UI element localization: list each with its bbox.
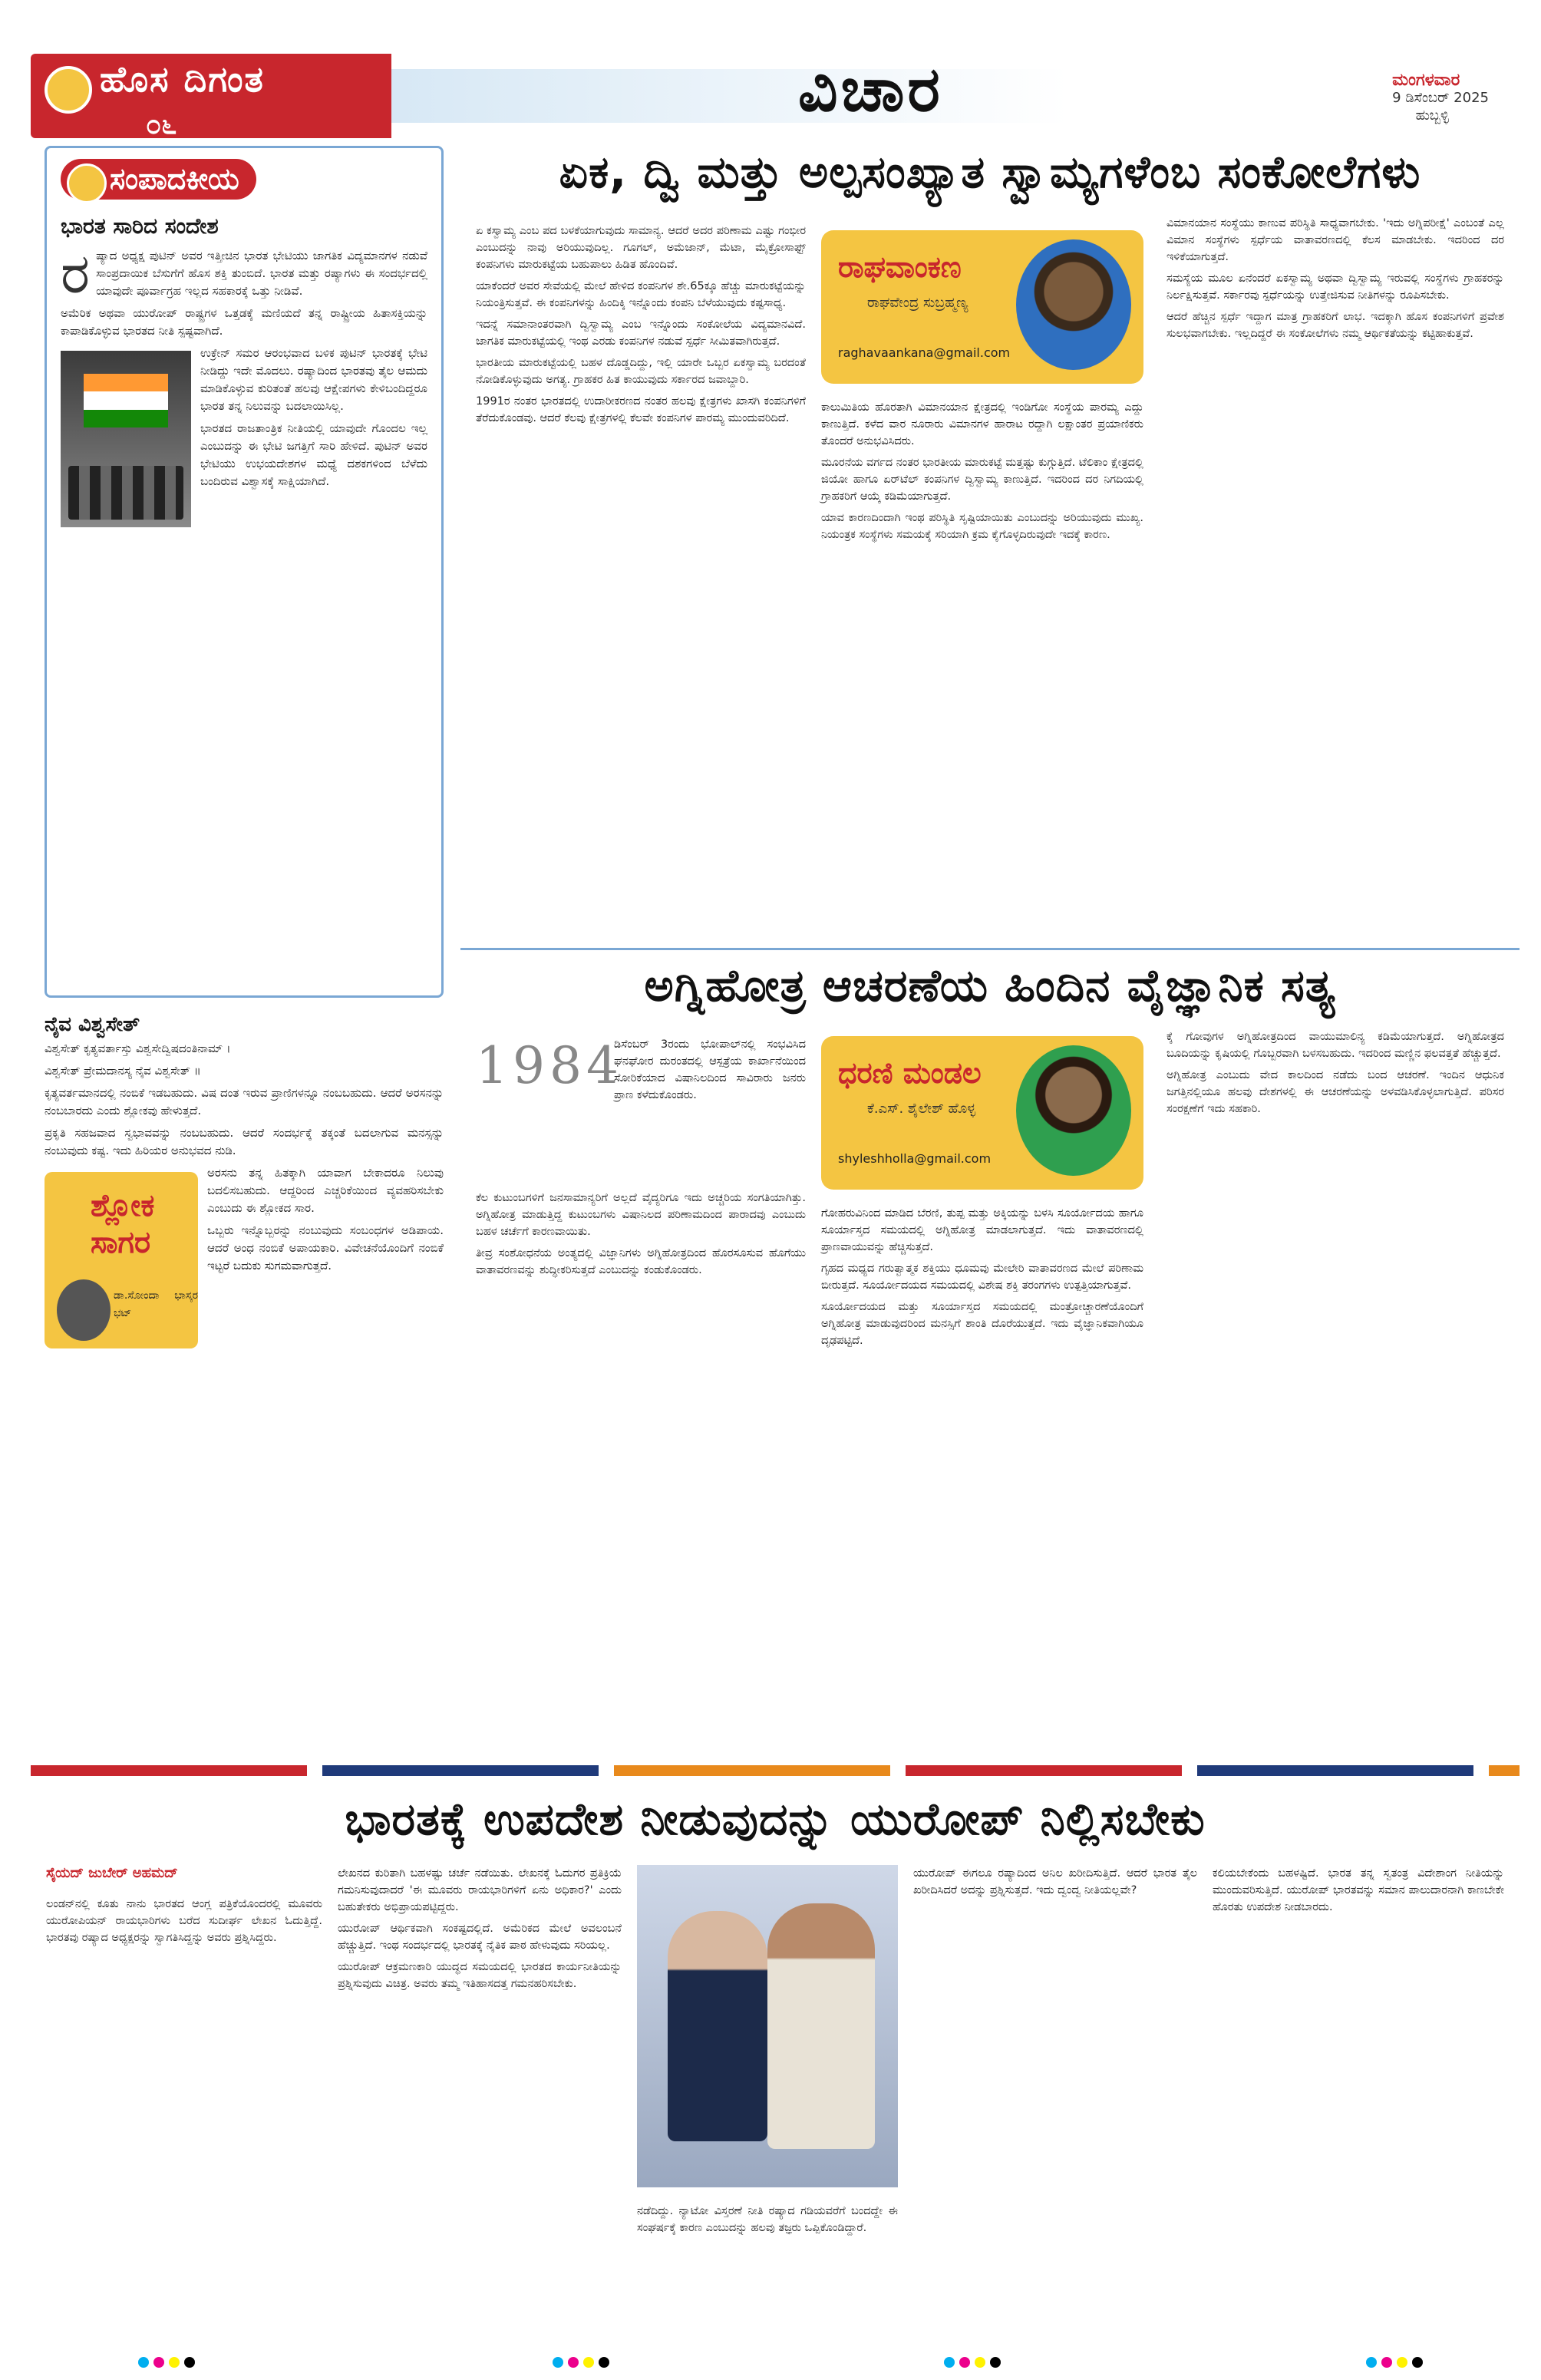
article-paragraph: ಕ್ಕೆ ಗೋವುಗಳ ಅಗ್ನಿಹೋತ್ರದಿಂದ ವಾಯುಮಾಲಿನ್ಯ ಕಡಿಮೆಯಾಗುತ್ತದೆ. ಅಗ್ನಿಹೋತ್ರದ ಬೂದಿಯನ್ನು ಕೃಷಿಯಲ್ಲಿ ಗೊಬ್ಬರವಾಗಿ ಬಳಸಬಹುದು. ಇದರಿಂದ ಮಣ್ಣಿನ ಫಲವತ್ತತೆ ಹೆಚ್ಚುತ್ತದೆ. xyxy=(1166,1031,1504,1060)
dropcap: ರ xyxy=(61,241,91,305)
article-column xyxy=(46,1896,322,1951)
page-number: ೦೬ xyxy=(146,109,177,140)
quote-author: ಡಾ.ಸೋಂದಾ ಭಾಸ್ಕರ ಭಟ್ xyxy=(114,1289,198,1319)
article-column xyxy=(476,223,806,431)
article-paragraph: ಡಿಸೆಂಬರ್ 3ರಂದು ಭೋಪಾಲ್‌ನಲ್ಲಿ ಸಂಭವಿಸಿದ ಘನಘೋರ ದುರಂತದಲ್ಲಿ ಆಸ್ಪತ್ರೆಯ ಕಾರ್ಖಾನೆಯಿಂದ ಸೋರಿಕೆಯಾದ ವಿಷಾನಿಲದಿಂದ ಸಾವಿರಾರು ಜನರು ಪ್ರಾಣ ಕಳೆದುಕೊಂಡರು. xyxy=(614,1038,806,1101)
article-paragraph: ಯುರೋಪ್ ಆಕ್ರಮಣಕಾರಿ ಯುದ್ಧದ ಸಮಯದಲ್ಲಿ ಭಾರತದ ಕಾರ್ಯನೀತಿಯನ್ನು ಪ್ರಶ್ನಿಸುವುದು ವಿಚಿತ್ರ. ಅವರು ತಮ್ಮ ಇತಿಹಾಸದತ್ತ ಗಮನಹರಿಸಬೇಕು. xyxy=(338,1961,622,1990)
article-paragraph: ಕೆಲ ಕುಟುಂಬಗಳಿಗೆ ಜನಸಾಮಾನ್ಯರಿಗೆ ಅಲ್ಲದೆ ವೈದ್ಯರಿಗೂ ಇದು ಅಚ್ಚರಿಯ ಸಂಗತಿಯಾಗಿತ್ತು. ಅಗ್ನಿಹೋತ್ರ ಮಾಡುತ್ತಿದ್ದ ಕುಟುಂಬಗಳು ವಿಷಾನಿಲದ ಪರಿಣಾಮದಿಂದ ಪಾರಾದವು ಎಂಬುದು ಬಹಳ ಚರ್ಚೆಗೆ ಕಾರಣವಾಯಿತು. xyxy=(476,1192,806,1238)
article-paragraph: ಏ ಕಸ್ವಾಮ್ಯ ಎಂಬ ಪದ ಬಳಕೆಯಾಗುವುದು ಸಾಮಾನ್ಯ. ಆದರೆ ಅದರ ಪರಿಣಾಮ ಎಷ್ಟು ಗಂಭೀರ ಎಂಬುದನ್ನು ನಾವು ಅರಿಯುವುದಿಲ್ಲ. ಗೂಗಲ್, ಅಮೆಜಾನ್, ಮೆಟಾ, ಮೈಕ್ರೋಸಾಫ್ಟ್ ಕಂಪನಿಗಳು ಮಾರುಕಟ್ಟೆಯ ಬಹುಪಾಲು ಹಿಡಿತ ಹೊಂದಿವೆ. xyxy=(476,225,806,271)
column-title: ನೈವ ವಿಶ್ವಸೇತ್ xyxy=(45,1013,140,1036)
verse-line: ವಿಶ್ವಸೇತ್ ಪ್ರೇಮದಾನಸ್ಯ ನೈವ ವಿಶ್ವಸೇತ್ ॥ xyxy=(45,1064,201,1078)
article-paragraph: ಯುರೋಪ್ ಆರ್ಥಿಕವಾಗಿ ಸಂಕಷ್ಟದಲ್ಲಿದೆ. ಅಮೆರಿಕದ ಮೇಲೆ ಅವಲಂಬನೆ ಹೆಚ್ಚುತ್ತಿದೆ. ಇಂಥ ಸಂದರ್ಭದಲ್ಲಿ ಭಾರತಕ್ಕೆ ನೈತಿಕ ಪಾಠ ಹೇಳುವುದು ಸರಿಯಲ್ಲ. xyxy=(338,1923,622,1952)
article-column xyxy=(637,2203,898,2241)
author-photo xyxy=(1016,239,1131,370)
editorial-paragraph: ಅಮೆರಿಕ ಅಥವಾ ಯುರೋಪ್ ರಾಷ್ಟ್ರಗಳ ಒತ್ತಡಕ್ಕೆ ಮಣಿಯದೆ ತನ್ನ ರಾಷ್ಟ್ರೀಯ ಹಿತಾಸಕ್ತಿಯನ್ನು ಕಾಪಾಡಿಕೊಳ್ಳುವ ಭಾರತದ ನೀತಿ ಸ್ಪಷ್ಟವಾಗಿದೆ. xyxy=(61,306,427,338)
article-column xyxy=(1213,1865,1504,1920)
article-monopoly xyxy=(460,146,1520,952)
editorial-headline: ಭಾರತ ಸಾರಿದ ಸಂದೇಶ xyxy=(61,213,219,239)
article-headline: ಅಗ್ನಿಹೋತ್ರ ಆಚರಣೆಯ ಹಿಂದಿನ ವೈಜ್ಞಾನಿಕ ಸತ್ಯ xyxy=(644,959,1336,1012)
article-paragraph: ತೀವ್ರ ಸಂಶೋಧನೆಯ ಅಂತ್ಯದಲ್ಲಿ ವಿಜ್ಞಾನಿಗಳು ಅಗ್ನಿಹೋತ್ರದಿಂದ ಹೊರಸೂಸುವ ಹೊಗೆಯು ವಾತಾವರಣವನ್ನು ಶುದ್ಧೀಕರಿಸುತ್ತದೆ ಎಂಬುದನ್ನು ಕಂಡುಕೊಂಡರು. xyxy=(476,1247,806,1276)
article-headline: ಏಕ, ದ್ವಿ ಮತ್ತು ಅಲ್ಪಸಂಖ್ಯಾತ ಸ್ವಾಮ್ಯಗಳೆಂಬ ಸಂಕೋಲೆಗಳು xyxy=(559,146,1421,198)
color-stripe xyxy=(31,1765,1520,1776)
column-paragraph: ಕೃತ್ಯವರ್ತಮಾನದಲ್ಲಿ ನಂಬಿಕೆ ಇಡಬಹುದು. ವಿಷ ದಂತ ಇರುವ ಪ್ರಾಣಿಗಳನ್ನೂ ನಂಬಬಹುದು. ಆದರೆ ಅರಸನನ್ನು ನಂಬಬಾರದು ಎಂದು ಶ್ಲೋಕವು ಹೇಳುತ್ತದೆ. xyxy=(45,1086,444,1117)
author-photo xyxy=(1016,1045,1131,1176)
editorial-paragraph: ಉಕ್ರೇನ್ ಸಮರ ಆರಂಭವಾದ ಬಳಿಕ ಪುಟಿನ್ ಭಾರತಕ್ಕೆ ಭೇಟಿ ನೀಡಿದ್ದು ಇದೇ ಮೊದಲು. ರಷ್ಯಾದಿಂದ ಭಾರತವು ತೈಲ ಆಮದು ಮಾಡಿಕೊಳ್ಳುವ ಕುರಿತಂತೆ ಹಲವು ಆಕ್ಷೇಪಗಳು ಕೇಳಿಬಂದಿದ್ದರೂ ಭಾರತ ತನ್ನ ನಿಲುವನ್ನು ಬದಲಾಯಿಸಿಲ್ಲ. xyxy=(200,346,427,413)
author-column-name: ರಾಘವಾಂಕಣ xyxy=(838,250,962,284)
article-paragraph: ನಡೆದಿದ್ದು. ನ್ಯಾಟೋ ವಿಸ್ತರಣೆ ನೀತಿ ರಷ್ಯಾದ ಗಡಿಯವರೆಗೆ ಬಂದದ್ದೇ ಈ ಸಂಘರ್ಷಕ್ಕೆ ಕಾರಣ ಎಂಬುದನ್ನು ಹಲವು ತಜ್ಞರು ಒಪ್ಪಿಕೊಂಡಿದ್ದಾರೆ. xyxy=(637,2205,898,2234)
article-paragraph: ಕಾಲುಮಿತಿಯ ಹೊರತಾಗಿ ವಿಮಾನಯಾನ ಕ್ಷೇತ್ರದಲ್ಲಿ ಇಂಡಿಗೋ ಸಂಸ್ಥೆಯ ಪಾರಮ್ಯ ಎದ್ದು ಕಾಣುತ್ತಿದೆ. ಕಳೆದ ವಾರ ನೂರಾರು ವಿಮಾನಗಳ ಹಾರಾಟ ರದ್ದಾಗಿ ಲಕ್ಷಾಂತರ ಪ್ರಯಾಣಿಕರು ತೊಂದರೆ ಅನುಭವಿಸಿದರು. xyxy=(821,401,1143,447)
registration-marks xyxy=(138,2356,215,2368)
emblem-icon xyxy=(45,66,92,114)
article-column xyxy=(614,1036,806,1108)
article-paragraph: ಯುರೋಪ್ ಈಗಲೂ ರಷ್ಯಾದಿಂದ ಅನಿಲ ಖರೀದಿಸುತ್ತಿದೆ. ಆದರೆ ಭಾರತ ತೈಲ ಖರೀದಿಸಿದರೆ ಅದನ್ನು ಪ್ರಶ್ನಿಸುತ್ತದೆ. ಇದು ದ್ವಂದ್ವ ನೀತಿಯಲ್ಲವೇ? xyxy=(913,1867,1197,1896)
brand-name: ಹೊಸ ದಿಗಂತ xyxy=(100,58,265,100)
byline: ಸೈಯದ್ ಜುಬೇರ್ ಅಹಮದ್ xyxy=(46,1865,178,1881)
article-paragraph: ಯಾಕೆಂದರೆ ಅವರ ಸೇವೆಯಲ್ಲಿ ಮೇಲೆ ಹೇಳಿದ ಕಂಪನಿಗಳ ಶೇ.65ಕ್ಕೂ ಹೆಚ್ಚು ಮಾರುಕಟ್ಟೆಯನ್ನು ನಿಯಂತ್ರಿಸುತ್ತವೆ. ಈ ಕಂಪನಿಗಳನ್ನು ಹಿಂದಿಕ್ಕಿ ಇನ್ನೊಂದು ಕಂಪನಿ ಬೆಳೆಯುವುದು ಕಷ್ಟಸಾಧ್ಯ. xyxy=(476,280,806,309)
article-paragraph: ಅಗ್ನಿಹೋತ್ರ ಎಂಬುದು ವೇದ ಕಾಲದಿಂದ ನಡೆದು ಬಂದ ಆಚರಣೆ. ಇಂದಿನ ಆಧುನಿಕ ಜಗತ್ತಿನಲ್ಲಿಯೂ ಹಲವು ದೇಶಗಳಲ್ಲಿ ಈ ಆಚರಣೆಯನ್ನು ಅಳವಡಿಸಿಕೊಳ್ಳಲಾಗುತ್ತಿದೆ. ಪರಿಸರ ಸಂರಕ್ಷಣೆಗೆ ಇದು ಸಹಕಾರಿ. xyxy=(1166,1069,1504,1115)
masthead xyxy=(31,54,1520,138)
article-paragraph: ಭಾರತೀಯ ಮಾರುಕಟ್ಟೆಯಲ್ಲಿ ಬಹಳ ದೊಡ್ಡದಿದ್ದು, ಇಲ್ಲಿ ಯಾರೇ ಒಬ್ಬರ ಏಕಸ್ವಾಮ್ಯ ಬರದಂತೆ ನೋಡಿಕೊಳ್ಳುವುದು ಅಗತ್ಯ. ಗ್ರಾಹಕರ ಹಿತ ಕಾಯುವುದು ಸರ್ಕಾರದ ಜವಾಬ್ದಾರಿ. xyxy=(476,357,806,386)
person-figure xyxy=(767,1903,875,2149)
editorial-box xyxy=(45,146,444,998)
editorial-paragraph: ಭಾರತದ ರಾಜತಾಂತ್ರಿಕ ನೀತಿಯಲ್ಲಿ ಯಾವುದೇ ಗೊಂದಲ ಇಲ್ಲ ಎಂಬುದನ್ನು ಈ ಭೇಟಿ ಜಗತ್ತಿಗೆ ಸಾರಿ ಹೇಳಿದೆ. ಪುಟಿನ್ ಅವರ ಭೇಟಿಯು ಉಭಯದೇಶಗಳ ಮಧ್ಯೆ ದಶಕಗಳಿಂದ ಬೆಳೆದು ಬಂದಿರುವ ವಿಶ್ವಾಸಕ್ಕೆ ಸಾಕ್ಷಿಯಾಗಿದೆ. xyxy=(200,421,427,488)
editorial-paragraph: ಷ್ಯಾದ ಅಧ್ಯಕ್ಷ ಪುಟಿನ್ ಅವರ ಇತ್ತೀಚಿನ ಭಾರತ ಭೇಟಿಯು ಜಾಗತಿಕ ವಿದ್ಯಮಾನಗಳ ನಡುವೆ ಸಾಂಪ್ರದಾಯಿಕ ಬೆಸುಗೆಗೆ ಹೊಸ ಶಕ್ತಿ ತುಂಬಿದೆ. ಭಾರತ ಮತ್ತು ರಷ್ಯಾಗಳು ಈ ಸಂದರ್ಭದಲ್ಲಿ ಯಾವುದೇ ಪೂರ್ವಾಗ್ರಹ ಇಲ್ಲದ ಸಹಕಾರಕ್ಕೆ ಒತ್ತು ನೀಡಿವೆ. xyxy=(96,249,427,298)
verse-line: ವಿಶ್ವಸೇತ್ ಕೃತ್ಯವರ್ತಾಸ್ತು ವಿಶ್ವಸೇದ್ವಿಷದಂತಿನಾಮ್ । xyxy=(45,1041,231,1055)
author-email: raghavaankana@gmail.com xyxy=(838,345,1011,360)
date-label: 9 ಡಿಸೆಂಬರ್ 2025 xyxy=(1392,90,1489,106)
article-column xyxy=(1166,215,1504,347)
article-paragraph: ಆದರೆ ಹೆಚ್ಚಿನ ಸ್ಪರ್ಧೆ ಇದ್ದಾಗ ಮಾತ್ರ ಗ್ರಾಹಕರಿಗೆ ಲಾಭ. ಇದಕ್ಕಾಗಿ ಹೊಸ ಕಂಪನಿಗಳಿಗೆ ಪ್ರವೇಶ ಸುಲಭವಾಗಬೇಕು. ಇಲ್ಲದಿದ್ದರೆ ಈ ಸಂಕೋಲೆಗಳು ನಮ್ಮ ಆರ್ಥಿಕತೆಯನ್ನು ಕಟ್ಟಿಹಾಕುತ್ತವೆ. xyxy=(1166,311,1504,340)
author-photo xyxy=(57,1279,111,1341)
article-paragraph: ಲಂಡನ್‌ನಲ್ಲಿ ಕೂತು ನಾನು ಭಾರತದ ಆಂಗ್ಲ ಪತ್ರಿಕೆಯೊಂದರಲ್ಲಿ ಮೂವರು ಯುರೋಪಿಯನ್ ರಾಯಭಾರಿಗಳು ಬರೆದ ಸುದೀರ್ಘ ಲೇಖನ ಓದುತ್ತಿದ್ದೆ. ಭಾರತವು ರಷ್ಯಾದ ಅಧ್ಯಕ್ಷರನ್ನು ಸ್ವಾಗತಿಸಿದ್ದನ್ನು ಅವರು ಪ್ರಶ್ನಿಸಿದ್ದರು. xyxy=(46,1898,322,1944)
article-column xyxy=(1166,1028,1504,1122)
divider xyxy=(460,948,1520,950)
section-title: ವಿಚಾರ xyxy=(798,54,943,125)
article-paragraph: ಮೂರನೆಯ ವರ್ಗದ ನಂತರ ಭಾರತೀಯ ಮಾರುಕಟ್ಟೆ ಮತ್ತಷ್ಟು ಕುಗ್ಗುತ್ತಿದೆ. ಟೆಲಿಕಾಂ ಕ್ಷೇತ್ರದಲ್ಲಿ ಜಿಯೋ ಹಾಗೂ ಏರ್‌ಟೆಲ್ ಕಂಪನಿಗಳ ದ್ವಿಸ್ವಾಮ್ಯ ಕಾಣುತ್ತಿದೆ. ಇದರಿಂದ ದರ ನಿಗದಿಯಲ್ಲಿ ಗ್ರಾಹಕರಿಗೆ ಆಯ್ಕೆ ಕಡಿಮೆಯಾಗುತ್ತದೆ. xyxy=(821,457,1143,503)
registration-marks xyxy=(1366,2356,1443,2368)
author-card xyxy=(821,1036,1143,1190)
article-paragraph: ಇದನ್ನೆ ಸಮಾನಾಂತರವಾಗಿ ದ್ವಿಸ್ವಾಮ್ಯ ಎಂಬ ಇನ್ನೊಂದು ಸಂಕೋಲೆಯ ವಿದ್ಯಮಾನವಿದೆ. ಜಾಗತಿಕ ಮಾರುಕಟ್ಟೆಯಲ್ಲಿ ಇಂಥ ಎರಡು ಕಂಪನಿಗಳ ನಡುವೆ ಸ್ಪರ್ಧೆ ಸೀಮಿತವಾಗಿರುತ್ತದೆ. xyxy=(476,319,806,348)
author-card xyxy=(821,230,1143,384)
flag-icon xyxy=(84,374,168,427)
author-name: ಕೆ.ಎಸ್. ಶೈಲೇಶ್ ಹೊಳ್ಳ xyxy=(867,1101,976,1117)
column-body xyxy=(45,1040,444,1319)
article-paragraph: ಸಮಸ್ಯೆಯ ಮೂಲ ಏನೆಂದರೆ ಏಕಸ್ವಾಮ್ಯ ಅಥವಾ ದ್ವಿಸ್ವಾಮ್ಯ ಇರುವಲ್ಲಿ ಸಂಸ್ಥೆಗಳು ಗ್ರಾಹಕರನ್ನು ನಿರ್ಲಕ್ಷಿಸುತ್ತವೆ. ಸರ್ಕಾರವು ಸ್ಪರ್ಧೆಯನ್ನು ಉತ್ತೇಜಿಸುವ ನೀತಿಗಳನ್ನು ರೂಪಿಸಬೇಕು. xyxy=(1166,272,1504,302)
newspaper-logo xyxy=(31,54,391,138)
article-column xyxy=(476,1190,806,1283)
article-paragraph: ಗೃಹದ ಮಧ್ಯದ ಗರುತ್ವಾತ್ಮಕ ಶಕ್ತಿಯು ಧೂಮವು ಮೇಲೇರಿ ವಾತಾವರಣದ ಮೇಲೆ ಪರಿಣಾಮ ಬೀರುತ್ತದೆ. ಸೂರ್ಯೋದಯದ ಸಮಯದಲ್ಲಿ ವಿಶೇಷ ಶಕ್ತಿ ತರಂಗಗಳು ಉತ್ಪತ್ತಿಯಾಗುತ್ತವೆ. xyxy=(821,1263,1143,1292)
dateline xyxy=(1392,71,1489,106)
article-agnihotra xyxy=(460,959,1520,1742)
article-europe xyxy=(31,1765,1520,2364)
edition-city: ಹುಬ್ಬಳ್ಳಿ xyxy=(1415,107,1449,124)
column-paragraph: ಒಬ್ಬರು ಇನ್ನೊಬ್ಬರನ್ನು ನಂಬುವುದು ಸಂಬಂಧಗಳ ಅಡಿಪಾಯ. ಆದರೆ ಅಂಧ ನಂಬಿಕೆ ಅಪಾಯಕಾರಿ. ವಿವೇಚನೆಯೊಂದಿಗೆ ನಂಬಿಕೆ ಇಟ್ಟರೆ ಬದುಕು ಸುಗಮವಾಗುತ್ತದೆ. xyxy=(207,1223,444,1273)
article-paragraph: 1991ರ ನಂತರ ಭಾರತದಲ್ಲಿ ಉದಾರೀಕರಣದ ನಂತರ ಹಲವು ಕ್ಷೇತ್ರಗಳು ಖಾಸಗಿ ಕಂಪನಿಗಳಿಗೆ ತೆರೆದುಕೊಂಡವು. ಆದರೆ ಕೆಲವು ಕ್ಷೇತ್ರಗಳಲ್ಲಿ ಕೆಲವೇ ಕಂಪನಿಗಳ ಪಾರಮ್ಯ ಮುಂದುವರಿದಿದೆ. xyxy=(476,395,806,424)
year-dropcap: 1984 xyxy=(476,1036,623,1095)
article-headline: ಭಾರತಕ್ಕೆ ಉಪದೇಶ ನೀಡುವುದನ್ನು ಯುರೋಪ್ ನಿಲ್ಲಿಸಬೇಕು xyxy=(345,1793,1206,1845)
registration-marks xyxy=(553,2356,629,2368)
day-label: ಮಂಗಳವಾರ xyxy=(1392,71,1460,90)
article-column xyxy=(913,1865,1197,1903)
column-paragraph: ಪ್ರಕೃತಿ ಸಹಜವಾದ ಸ್ವಭಾವವನ್ನು ನಂಬಬಹುದು. ಆದರೆ ಸಂದರ್ಭಕ್ಕೆ ತಕ್ಕಂತೆ ಬದಲಾಗುವ ಮನಸ್ಸನ್ನು ನಂಬುವುದು ಕಷ್ಟ. ಇದು ಹಿರಿಯರ ಅನುಭವದ ನುಡಿ. xyxy=(45,1126,444,1157)
article-paragraph: ಗೋಹರುವಿನಿಂದ ಮಾಡಿದ ಬೆರಣಿ, ತುಪ್ಪ ಮತ್ತು ಅಕ್ಕಿಯನ್ನು ಬಳಸಿ ಸೂರ್ಯೋದಯ ಹಾಗೂ ಸೂರ್ಯಾಸ್ತದ ಸಮಯದಲ್ಲಿ ಅಗ್ನಿಹೋತ್ರ ಮಾಡಲಾಗುತ್ತದೆ. ಇದು ವಾತಾವರಣದಲ್ಲಿ ಪ್ರಾಣವಾಯುವನ್ನು ಹೆಚ್ಚಿಸುತ್ತದೆ. xyxy=(821,1207,1143,1253)
article-paragraph: ಲೇಖನದ ಕುರಿತಾಗಿ ಬಹಳಷ್ಟು ಚರ್ಚೆ ನಡೆಯಿತು. ಲೇಖನಕ್ಕೆ ಓದುಗರ ಪ್ರತಿಕ್ರಿಯೆ ಗಮನಿಸುವುದಾದರೆ 'ಈ ಮೂವರು ರಾಯಭಾರಿಗಳಿಗೆ ಏನು ಅಧಿಕಾರ?' ಎಂದು ಬಹುತೇಕರು ಅಭಿಪ್ರಾಯಪಟ್ಟಿದ್ದರು. xyxy=(338,1867,622,1913)
article-paragraph: ಯಾವ ಕಾರಣದಿಂದಾಗಿ ಇಂಥ ಪರಿಸ್ಥಿತಿ ಸೃಷ್ಟಿಯಾಯಿತು ಎಂಬುದನ್ನು ಅರಿಯುವುದು ಮುಖ್ಯ. ನಿಯಂತ್ರಕ ಸಂಸ್ಥೆಗಳು ಸಮಯಕ್ಕೆ ಸರಿಯಾಗಿ ಕ್ರಮ ಕೈಗೊಳ್ಳದಿರುವುದೇ ಇದಕ್ಕೆ ಕಾರಣ. xyxy=(821,512,1143,541)
shloka-sagara-box xyxy=(45,1172,198,1348)
quote-box-title: ಶ್ಲೋಕ ಸಾಗರ xyxy=(91,1188,155,1260)
header-band xyxy=(391,69,1520,123)
person-figure xyxy=(668,1911,767,2141)
leaders-photo xyxy=(637,1865,898,2187)
article-column xyxy=(338,1865,622,1997)
author-email: shyleshholla@gmail.com xyxy=(838,1151,992,1166)
author-column-name: ಧರಣಿ ಮಂಡಲ xyxy=(838,1056,982,1090)
article-column xyxy=(821,399,1143,548)
editorial-body xyxy=(61,241,427,490)
author-name: ರಾಘವೇಂದ್ರ ಸುಬ್ರಹ್ಮಣ್ಯ xyxy=(867,295,968,311)
article-paragraph: ಕಲಿಯಬೇಕೆಂದು ಬಹಳಷ್ಟಿದೆ. ಭಾರತ ತನ್ನ ಸ್ವತಂತ್ರ ವಿದೇಶಾಂಗ ನೀತಿಯನ್ನು ಮುಂದುವರಿಸುತ್ತಿದೆ. ಯುರೋಪ್ ಭಾರತವನ್ನು ಸಮಾನ ಪಾಲುದಾರನಾಗಿ ಕಾಣಬೇಕೇ ಹೊರತು ಉಪದೇಶ ನೀಡಬಾರದು. xyxy=(1213,1867,1504,1913)
shloka-column xyxy=(45,1013,444,1742)
flag-chess-image xyxy=(61,351,191,527)
editorial-badge: ಸಂಪಾದಕೀಯ xyxy=(61,159,256,200)
article-paragraph: ವಿಮಾನಯಾನ ಸಂಸ್ಥೆಯು ಕಾಣುವ ಪರಿಸ್ಥಿತಿ ಸಾಧ್ಯವಾಗಬೇಕು. 'ಇದು ಅಗ್ನಿಪರೀಕ್ಷೆ' ಎಂಬಂತೆ ಎಲ್ಲ ವಿಮಾನ ಸಂಸ್ಥೆಗಳು ಸ್ಪರ್ಧೆಯ ವಾತಾವರಣದಲ್ಲಿ ಕೆಲಸ ಮಾಡಬೇಕು. ಇದರಿಂದ ದರ ಇಳಿಕೆಯಾಗುತ್ತದೆ. xyxy=(1166,217,1504,263)
article-column xyxy=(821,1205,1143,1354)
chess-pieces-icon xyxy=(68,466,183,520)
column-paragraph: ಅರಸನು ತನ್ನ ಹಿತಕ್ಕಾಗಿ ಯಾವಾಗ ಬೇಕಾದರೂ ನಿಲುವು ಬದಲಿಸಬಹುದು. ಆದ್ದರಿಂದ ಎಚ್ಚರಿಕೆಯಿಂದ ವ್ಯವಹರಿಸಬೇಕು ಎಂಬುದು ಈ ಶ್ಲೋಕದ ಸಾರ. xyxy=(207,1166,444,1215)
registration-marks xyxy=(944,2356,1021,2368)
article-paragraph: ಸೂರ್ಯೋದಯದ ಮತ್ತು ಸೂರ್ಯಾಸ್ತದ ಸಮಯದಲ್ಲಿ ಮಂತ್ರೋಚ್ಚಾರಣೆಯೊಂದಿಗೆ ಅಗ್ನಿಹೋತ್ರ ಮಾಡುವುದರಿಂದ ಮನಸ್ಸಿಗೆ ಶಾಂತಿ ದೊರೆಯುತ್ತದೆ. ಇದು ವೈಜ್ಞಾನಿಕವಾಗಿಯೂ ದೃಢಪಟ್ಟಿದೆ. xyxy=(821,1301,1143,1347)
